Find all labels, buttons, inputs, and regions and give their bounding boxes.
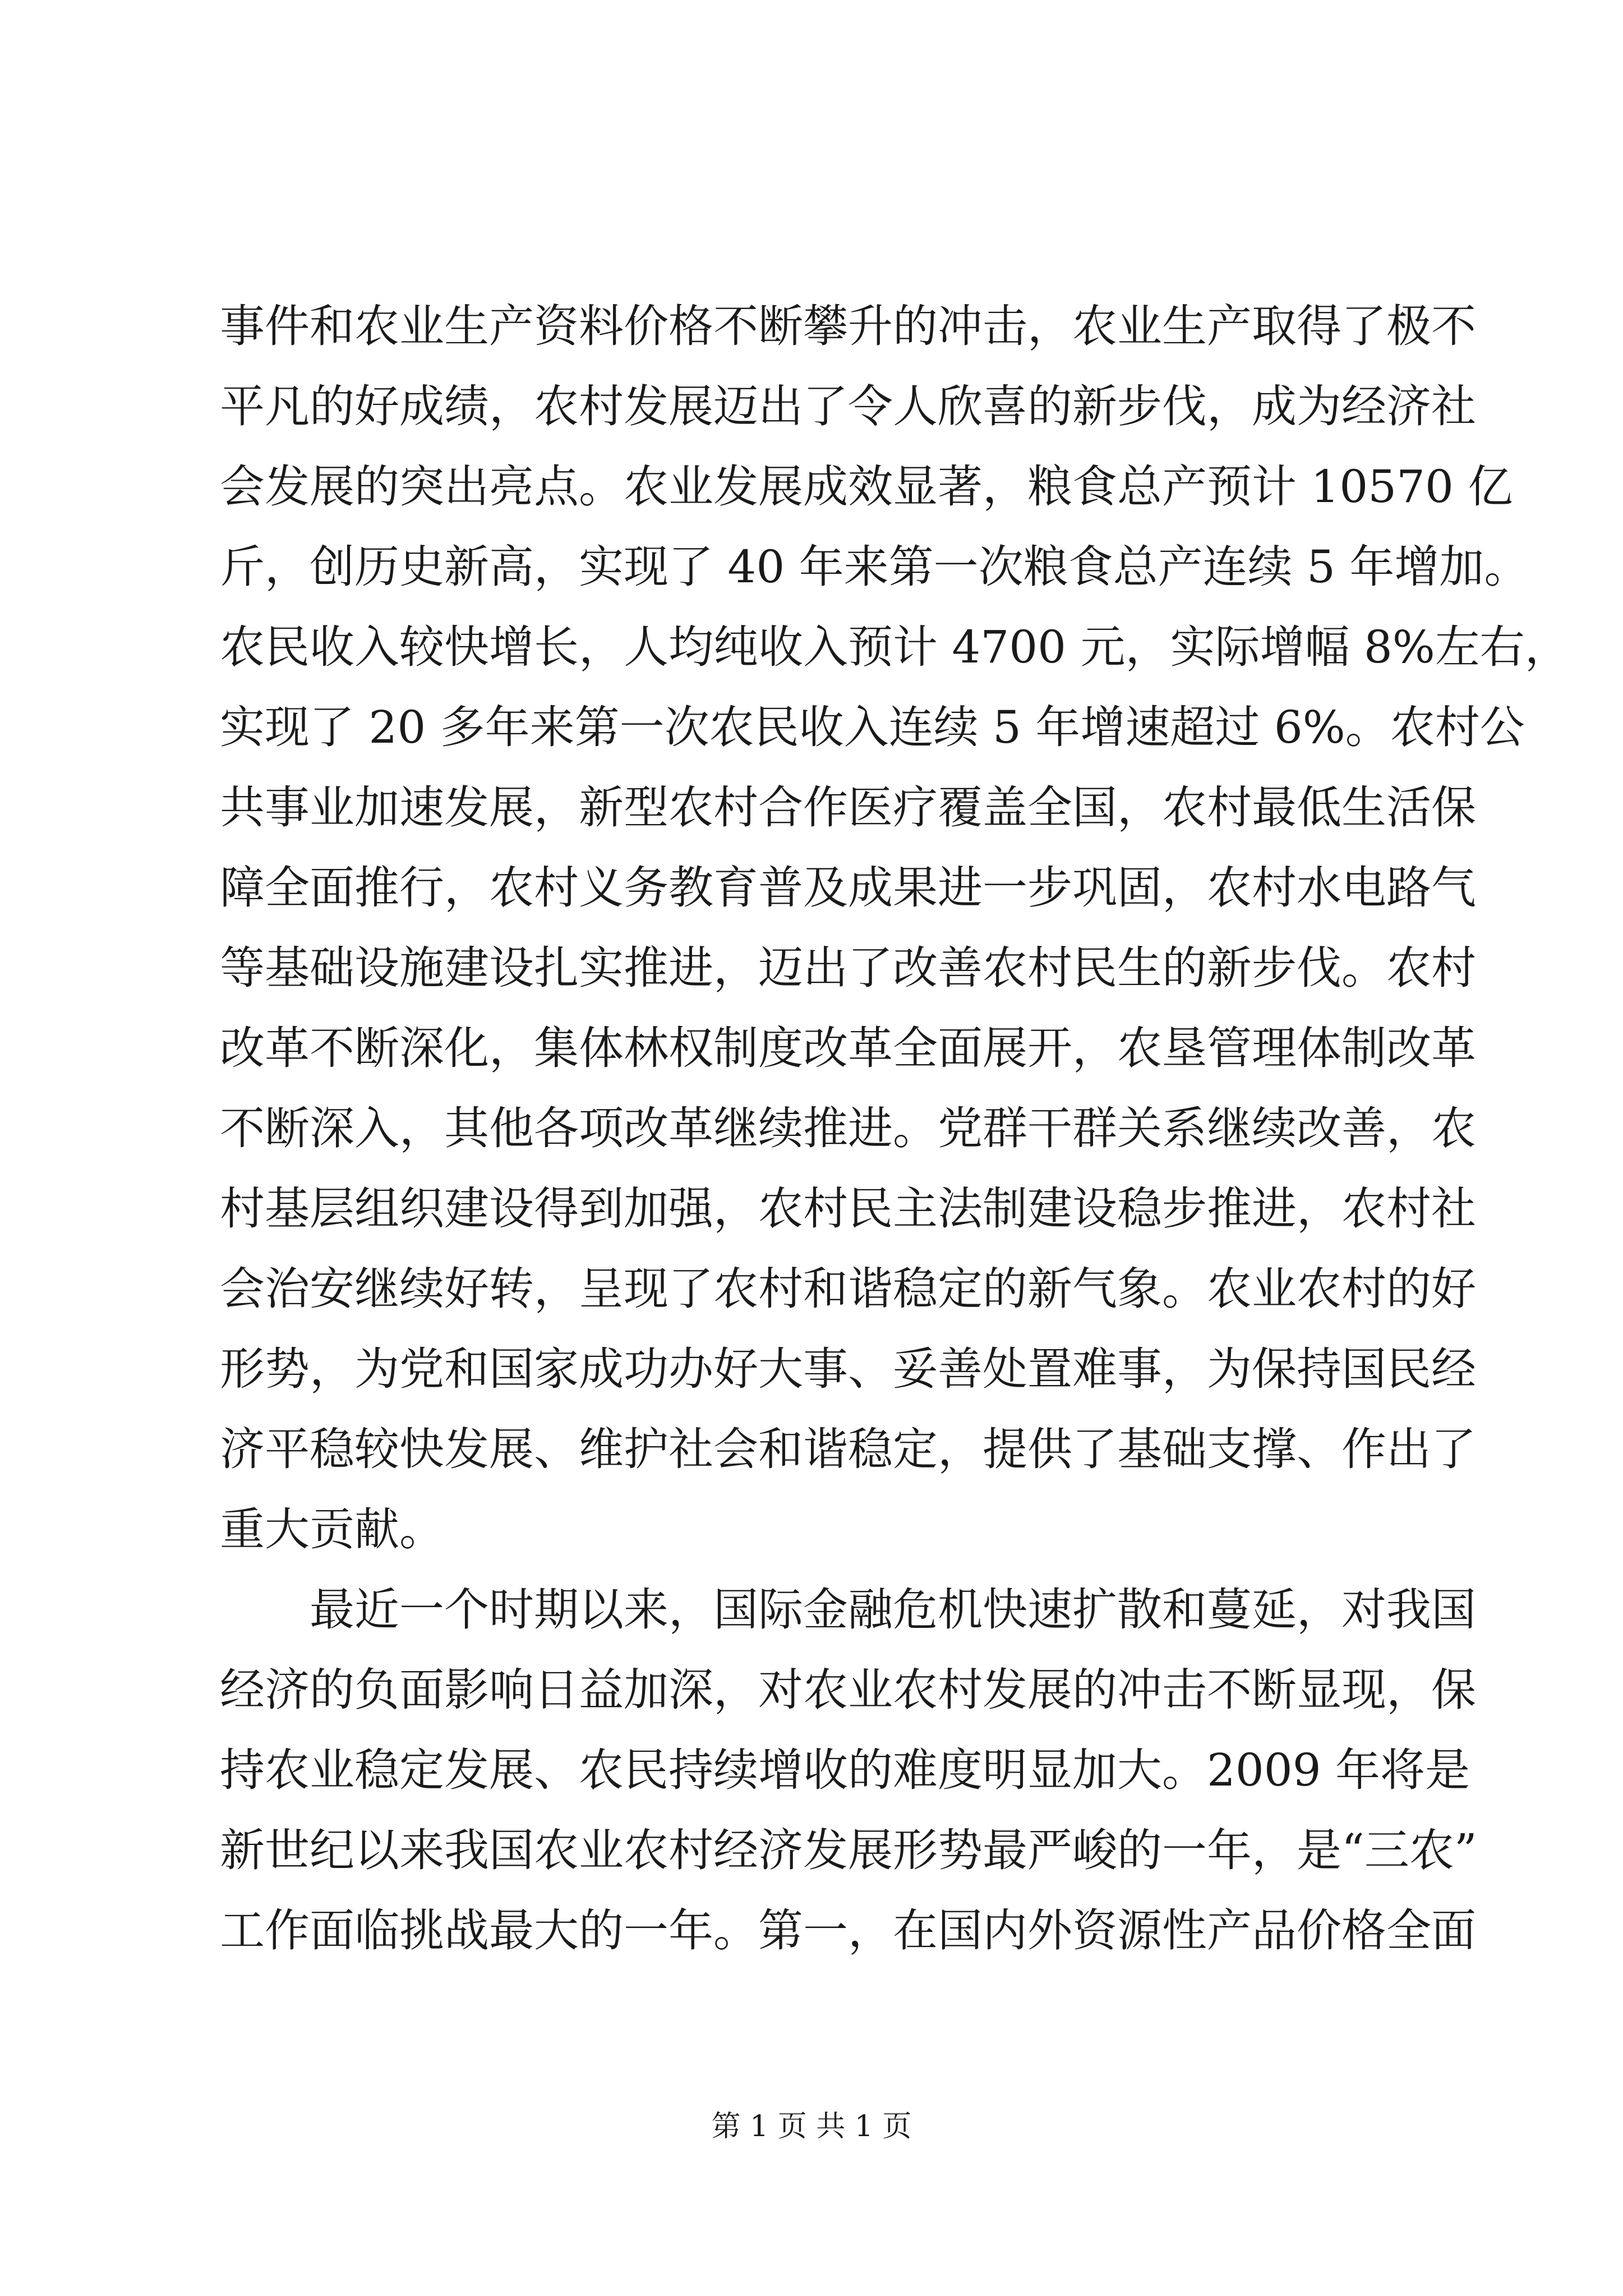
- paragraph-2-line-1: 最近一个时期以来，国际金融危机快速扩散和蔓延，对我国: [310, 1584, 1476, 1636]
- paragraph-1-line-13: 会治安继续好转，呈现了农村和谐稳定的新气象。农业农村的好: [220, 1263, 1476, 1315]
- page-footer: [0, 2102, 1623, 2145]
- paragraph-2-line-5: 工作面临挑战最大的一年。第一，在国内外资源性产品价格全面: [220, 1904, 1476, 1957]
- paragraph-1-line-6: 实现了 20 多年来第一次农民收入连续 5 年增速超过 6%。农村公: [220, 701, 1525, 753]
- paragraph-1-line-4: 斤，创历史新高，实现了 40 年来第一次粮食总产连续 5 年增加。: [220, 541, 1529, 593]
- document-body: [220, 286, 1570, 1971]
- page-number-label: 第 1 页 共 1 页: [711, 2110, 912, 2143]
- paragraph-1-line-7: 共事业加速发展，新型农村合作医疗覆盖全国，农村最低生活保: [220, 781, 1476, 834]
- paragraph-1-line-16: 重大贡献。: [220, 1503, 444, 1556]
- paragraph-1-line-11: 不断深入，其他各项改革继续推进。党群干群关系继续改善，农: [220, 1102, 1476, 1154]
- paragraph-1-line-10: 改革不断深化，集体林权制度改革全面展开，农垦管理体制改革: [220, 1022, 1476, 1074]
- paragraph-1-line-9: 等基础设施建设扎实推进，迈出了改善农村民生的新步伐。农村: [220, 942, 1476, 994]
- paragraph-2-line-2: 经济的负面影响日益加深，对农业农村发展的冲击不断显现，保: [220, 1664, 1476, 1716]
- paragraph-1-line-5: 农民收入较快增长，人均纯收入预计 4700 元，实际增幅 8%左右，: [220, 621, 1570, 673]
- paragraph-2-line-4: 新世纪以来我国农业农村经济发展形势最严峻的一年，是“三农”: [220, 1824, 1477, 1876]
- paragraph-1-line-2: 平凡的好成绩，农村发展迈出了令人欣喜的新步伐，成为经济社: [220, 380, 1476, 432]
- paragraph-2-line-3: 持农业稳定发展、农民持续增收的难度明显加大。2009 年将是: [220, 1744, 1470, 1796]
- paragraph-1-line-12: 村基层组织建设得到加强，农村民主法制建设稳步推进，农村社: [220, 1182, 1476, 1235]
- paragraph-1-line-3: 会发展的突出亮点。农业发展成效显著，粮食总产预计 10570 亿: [220, 461, 1513, 513]
- paragraph-1-line-14: 形势，为党和国家成功办好大事、妥善处置难事，为保持国民经: [220, 1343, 1476, 1395]
- paragraph-1-line-8: 障全面推行，农村义务教育普及成果进一步巩固，农村水电路气: [220, 862, 1476, 914]
- paragraph-1-line-1: 事件和农业生产资料价格不断攀升的冲击，农业生产取得了极不: [220, 300, 1476, 352]
- paragraph-1-line-15: 济平稳较快发展、维护社会和谐稳定，提供了基础支撑、作出了: [220, 1423, 1476, 1475]
